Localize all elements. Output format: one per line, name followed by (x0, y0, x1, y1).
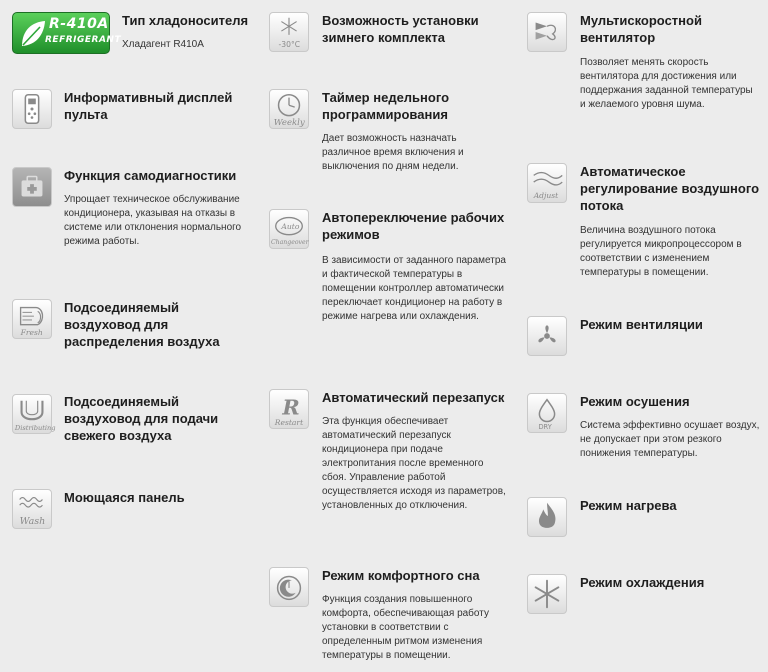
feature-desc: Хладагент R410A (122, 39, 204, 50)
feature-desc: Система эффективно осушает воздух, не допускает при этом резкого понижения температуры. (580, 420, 760, 459)
wash-icon-label: Wash (19, 516, 46, 528)
refrigerant-logo-title: R-410A (49, 16, 109, 32)
feature-title: Режим осушения (580, 394, 690, 409)
leaf-icon (18, 18, 48, 50)
feature-title: Подсоединяемый воздуховод для подачи свежего воздуха (64, 394, 219, 443)
feature-title: Автоматическое регулирование воздушного потока (580, 164, 760, 213)
cooling-mode-icon (527, 574, 567, 614)
dry-icon-label: DRY (538, 423, 552, 432)
winter-icon-label: -30°C (278, 40, 301, 50)
feature-desc: Величина воздушного потока регулируется микропроцессором в соответствии с изменением температуры в помещении. (580, 225, 742, 278)
feature-title: Таймер недельного программирования (322, 90, 450, 122)
fresh-icon-label: Fresh (20, 328, 43, 338)
feature-title: Моющаяся панель (64, 490, 185, 505)
svg-text:R: R (282, 394, 300, 420)
changeover-icon-label: Changeover (270, 239, 309, 247)
washable-panel-icon (12, 489, 52, 529)
auto-changeover-icon (269, 209, 309, 249)
feature-desc: Упрощает техническое обслуживание кондиционера, указывая на отказы в системе или отклонения нормального режима работы. (64, 194, 242, 247)
weekly-icon-label: Weekly (273, 118, 305, 129)
feature-title: Подсоединяемый воздуховод для распределения воздуха (64, 300, 220, 349)
feature-title: Режим комфортного сна (322, 568, 480, 583)
feature-title: Режим охлаждения (580, 575, 705, 590)
multispeed-fan-icon (527, 12, 567, 52)
refrigerant-logo (12, 12, 122, 54)
feature-desc: Позволяет менять скорость вентилятора для достижения или поддержания заданной температуры и желаемого уровня шума. (580, 57, 753, 110)
dry-mode-icon (527, 393, 567, 433)
airflow-adjust-icon (527, 163, 567, 203)
feature-desc: Функция создания повышенного комфорта, обеспечивающая работу установки в соответствии с определенным ритмом изменения температуры в помещении. (322, 594, 489, 661)
auto-icon-label: Auto (281, 222, 300, 231)
refrigerant-logo-subtitle: REFRIGERANT (45, 35, 122, 45)
weekly-timer-icon (269, 89, 309, 129)
feature-title: Автоматический перезапуск (322, 390, 505, 405)
heating-mode-icon (527, 497, 567, 537)
distributing-duct-icon (12, 394, 56, 434)
feature-title: Мультискоростной вентилятор (580, 13, 702, 45)
winter-kit-icon (269, 12, 309, 52)
feature-title: Автопереключение рабочих режимов (322, 210, 505, 242)
feature-title: Возможность установки зимнего комплекта (322, 13, 479, 45)
feature-title: Режим вентиляции (580, 317, 703, 332)
remote-display-icon (12, 89, 52, 129)
diagnostics-kit-icon (12, 167, 52, 207)
fresh-air-icon (12, 299, 52, 339)
sleep-mode-icon (269, 567, 309, 607)
feature-title: Функция самодиагностики (64, 168, 237, 183)
fan-mode-icon (527, 316, 567, 356)
feature-desc: Дает возможность назначать различное время включения и выключения по дням недели. (322, 133, 464, 172)
feature-title: Режим нагрева (580, 498, 677, 513)
feature-desc: В зависимости от заданного параметра и фактической температуры в помещении контроллер автоматически переключает кондиционер на работу в режиме нагрева или охлаждения. (322, 255, 506, 322)
distributing-icon-label: Distributing (14, 424, 56, 433)
auto-restart-icon (269, 389, 309, 429)
feature-title: Тип хладоносителя (122, 13, 249, 28)
feature-desc: Эта функция обеспечивает автоматический перезапуск кондиционера при подаче электропитания после временного сбоя. Управление работой осуществляется исходя из параметров, установленных до отключения. (322, 416, 506, 511)
adjust-icon-label: Adjust (533, 191, 559, 201)
feature-title: Информативный дисплей пульта (64, 90, 233, 122)
restart-icon-label: Restart (274, 418, 304, 428)
